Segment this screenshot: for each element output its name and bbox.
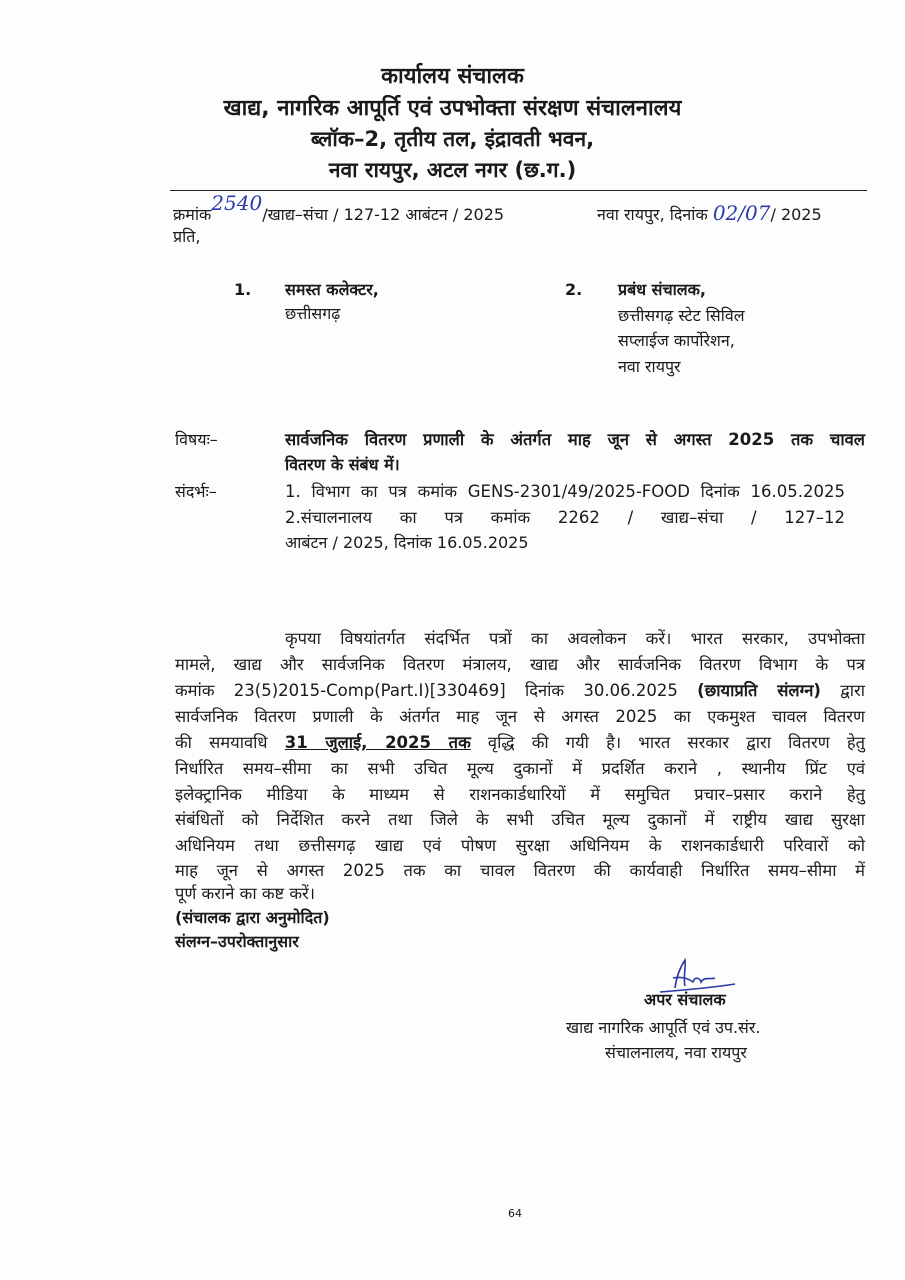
enclosure-note: संलग्न–उपरोक्तानुसार: [175, 932, 299, 951]
directorate-name: खाद्य, नागरिक आपूर्ति एवं उपभोक्ता संरक्षण संचालनालय: [223, 96, 682, 121]
signatory-office: संचालनालय, नवा रायपुर: [605, 1043, 747, 1062]
attachment-note: (छायाप्रति संलग्न): [697, 681, 821, 700]
addressee-line: सप्लाईज कार्पोरेशन,: [618, 331, 735, 350]
prati-label: प्रति,: [173, 227, 201, 246]
body-line: पूर्ण कराने का कष्ट करें।: [175, 884, 316, 903]
signatory-office: खाद्य नागरिक आपूर्ति एवं उप.संर.: [566, 1018, 761, 1037]
addressee-line: छत्तीसगढ़: [285, 304, 341, 323]
body-line: कृपया विषयांतर्गत संदर्भित पत्रों का अवलोकन करें। भारत सरकार, उपभोक्ता: [285, 629, 865, 648]
body-line: माह जून से अगस्त 2025 तक का चावल वितरण की कार्यवाही निर्धारित समय–सीमा में: [175, 861, 865, 880]
reference-item: 2.संचालनालय का पत्र कमांक 2262 / खाद्य–संचा / 127–12: [285, 508, 845, 527]
page-number: 64: [508, 1207, 522, 1220]
body-line: संबंधितों को निर्देशित करने तथा जिले के सभी उचित मूल्य दुकानों में राष्ट्रीय खाद्य सुरक्षा: [175, 810, 865, 829]
subject-label: विषयः–: [175, 430, 218, 449]
reference-item: 1. विभाग का पत्र कमांक GENS-2301/49/2025-FOOD दिनांक 16.05.2025: [285, 482, 845, 501]
body-text: कमांक 23(5)2015-Comp(Part.I)[330469] दिनांक 30.06.2025: [175, 681, 678, 700]
handwritten-date: 02/07: [712, 201, 771, 225]
approval-note: (संचालक द्वारा अनुमोदित): [175, 908, 330, 927]
addressee-line: नवा रायपुर: [618, 357, 681, 376]
reference-item: आबंटन / 2025, दिनांक 16.05.2025: [285, 533, 529, 552]
addressee-number: 2.: [565, 280, 583, 299]
address-line-2: नवा रायपुर, अटल नगर (छ.ग.): [328, 158, 577, 182]
body-line: निर्धारित समय–सीमा का सभी उचित मूल्य दुकानों में प्रदर्शित कराने , स्थानीय प्रिंट एवं: [175, 759, 865, 778]
addressee-number: 1.: [234, 280, 252, 299]
body-line: [175, 735, 865, 752]
addressee-title: प्रबंध संचालक,: [618, 280, 706, 299]
deadline-highlight: 31 जुलाई, 2025 तक: [284, 733, 471, 752]
body-line: अधिनियम तथा छत्तीसगढ़ खाद्य एवं पोषण सुरक्षा अधिनियम के राशनकार्डधारी परिवारों को: [175, 836, 865, 855]
reference-label: संदर्भः–: [175, 482, 217, 501]
body-line: [175, 683, 865, 700]
body-line: सार्वजनिक वितरण प्रणाली के अंतर्गत माह जून से अगस्त 2025 का एकमुश्त चावल वितरण: [175, 707, 865, 726]
signatory-designation: अपर संचालक: [644, 990, 726, 1009]
place-date: [597, 203, 822, 223]
date-year: / 2025: [770, 205, 822, 224]
body-text: द्वारा: [840, 681, 866, 700]
address-line-1: ब्लॉक–2, तृतीय तल, इंद्रावती भवन,: [310, 127, 595, 151]
reference-number: [173, 191, 505, 224]
office-title: कार्यालय संचालक: [381, 64, 524, 89]
body-line: इलेक्ट्रानिक मीडिया के माध्यम से राशनकार्डधारियों में समुचित प्रचार–प्रसार कराने हेतु: [175, 785, 865, 804]
addressee-title: समस्त कलेक्टर,: [285, 280, 379, 299]
addressee-line: छत्तीसगढ़ स्टेट सिविल: [618, 306, 745, 325]
handwritten-number: 2540: [211, 191, 263, 215]
body-text: वृद्धि की गयी है। भारत सरकार द्वारा वितरण हेतु: [487, 733, 866, 752]
place-date-label: नवा रायपुर, दिनांक: [597, 205, 708, 224]
header-divider: [170, 190, 867, 191]
file-number: /खाद्य–संचा / 127-12 आबंटन / 2025: [262, 205, 505, 224]
kramank-label: क्रमांक: [173, 205, 212, 224]
body-line: मामले, खाद्य और सार्वजनिक वितरण मंत्रालय, खाद्य और सार्वजनिक वितरण विभाग के पत्र: [175, 655, 865, 674]
body-text: की समयावधि: [175, 733, 268, 752]
subject-text: सार्वजनिक वितरण प्रणाली के अंतर्गत माह जून से अगस्त 2025 तक चावल: [285, 430, 865, 449]
subject-text: वितरण के संबंध में।: [285, 455, 400, 474]
